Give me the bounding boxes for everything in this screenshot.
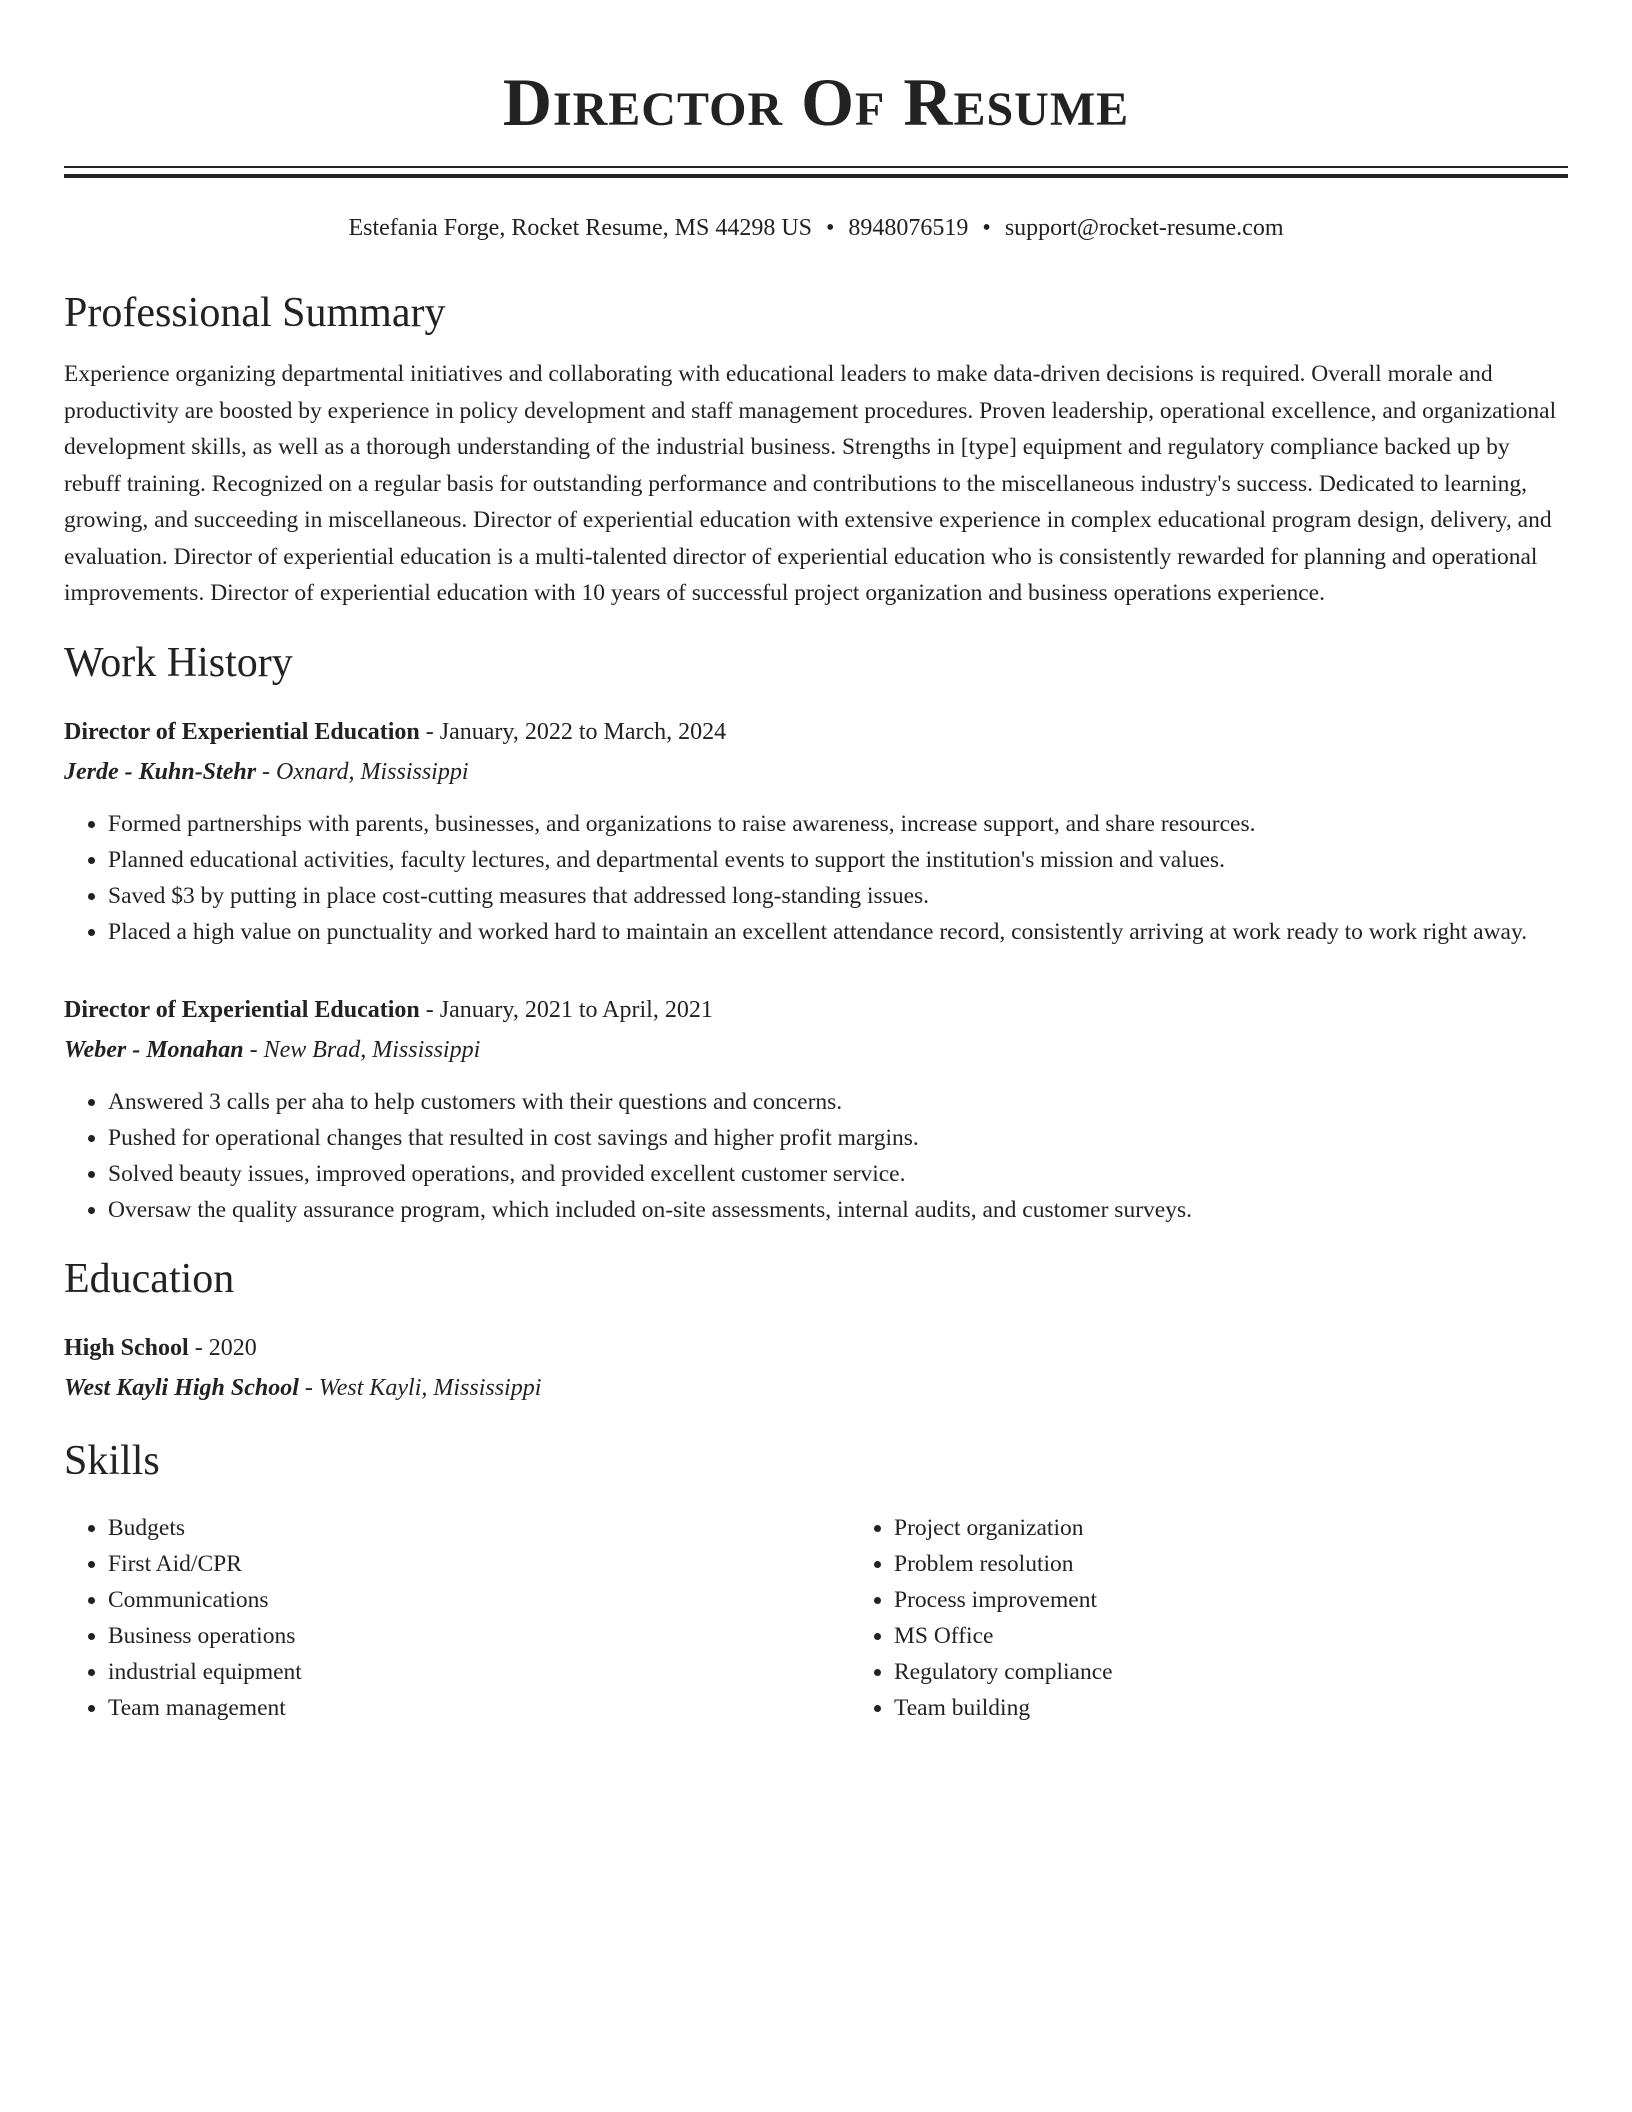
list-item: • Budgets	[108, 1510, 850, 1546]
school-line	[64, 1368, 1568, 1408]
list-item: • Communications	[108, 1582, 850, 1618]
contact-separator: •	[826, 215, 835, 241]
list-item: • Project organization	[894, 1510, 1632, 1546]
contact-email: support@rocket-resume.com	[1004, 215, 1284, 241]
list-item: • Regulatory compliance	[894, 1654, 1632, 1690]
list-item: • Saved $3 by putting in place cost-cutting measures that addressed long-standing issues.	[108, 878, 1568, 914]
list-item: • Solved beauty issues, improved operations, and provided excellent customer service.	[108, 1156, 1568, 1192]
degree: High School	[64, 1334, 189, 1361]
employer-name: Jerde - Kuhn-Stehr	[64, 758, 257, 785]
job-title-line	[64, 712, 1568, 752]
list-item: • Answered 3 calls per aha to help customers with their questions and concerns.	[108, 1084, 1568, 1120]
job-title-line	[64, 990, 1568, 1030]
list-item: • Planned educational activities, faculty lectures, and departmental events to support the institution's mission and values.	[108, 842, 1568, 878]
job-dates: - January, 2022 to March, 2024	[419, 718, 727, 745]
employer-location: - Oxnard, Mississippi	[256, 758, 469, 785]
job-title: Director of Experiential Education	[64, 718, 420, 745]
school-location: - West Kayli, Mississippi	[298, 1374, 542, 1401]
list-item: • Formed partnerships with parents, businesses, and organizations to raise awareness, increase support, and share resources.	[108, 806, 1568, 842]
skills-column-left	[64, 1510, 850, 1726]
job-entry	[64, 990, 1568, 1228]
contact-separator: •	[982, 215, 991, 241]
title-divider-thin	[64, 166, 1568, 168]
list-item: • Oversaw the quality assurance program, which included on-site assessments, internal audits, and customer surveys.	[108, 1192, 1568, 1228]
employer-location: - New Brad, Mississippi	[243, 1036, 481, 1063]
work-history-heading: Work History	[64, 639, 293, 686]
employer-line	[64, 1030, 1568, 1070]
job-title: Director of Experiential Education	[64, 996, 420, 1023]
summary-text: Experience organizing departmental initiatives and collaborating with educational leaders to make data-driven decisions is required. Overall morale and productivity are boosted by experience in policy development and staff management procedures. Proven leadership, operational excellence, and organizational development skills, as well as a thorough understanding of the industrial business. Strengths in [type] equipment and regulatory compliance backed up by rebuff training. Recognized on a regular basis for outstanding performance and contributions to the miscellaneous industry's success. Dedicated to learning, growing, and succeeding in miscellaneous. Director of experiential education with extensive experience in complex educational program design, delivery, and evaluation. Director of experiential education is a multi-talented director of experiential education who is consistently rewarded for planning and operational improvements. Director of experiential education with 10 years of successful project organization and business operations experience.	[64, 361, 1557, 606]
skills-column-right	[850, 1510, 1632, 1726]
list-item: • Problem resolution	[894, 1546, 1632, 1582]
list-item: • Pushed for operational changes that resulted in cost savings and higher profit margins.	[108, 1120, 1568, 1156]
degree-line	[64, 1328, 1568, 1368]
employer-line	[64, 752, 1568, 792]
list-item: • industrial equipment	[108, 1654, 850, 1690]
skills-list	[64, 1510, 1568, 1726]
job-dates: - January, 2021 to April, 2021	[419, 996, 713, 1023]
list-item: • Team management	[108, 1690, 850, 1726]
skills-heading: Skills	[64, 1437, 160, 1484]
contact-line	[64, 212, 1568, 244]
list-item: • Team building	[894, 1690, 1632, 1726]
job-bullets	[64, 806, 1568, 950]
education-entry	[64, 1328, 1568, 1408]
contact-phone: 8948076519	[848, 215, 969, 241]
school-name: West Kayli High School	[64, 1374, 299, 1401]
list-item: • Process improvement	[894, 1582, 1632, 1618]
list-item: • Placed a high value on punctuality and worked hard to maintain an excellent attendance record, consistently arriving at work ready to work right away.	[108, 914, 1568, 950]
graduation-year: - 2020	[188, 1334, 257, 1361]
education-heading: Education	[64, 1255, 235, 1302]
document-title: Director Of Resume	[502, 64, 1130, 140]
job-bullets	[64, 1084, 1568, 1228]
job-entry	[64, 712, 1568, 950]
resume-page	[64, 0, 1568, 1726]
summary-heading: Professional Summary	[64, 290, 446, 336]
contact-address: Estefania Forge, Rocket Resume, MS 44298 US	[348, 215, 812, 241]
list-item: • Business operations	[108, 1618, 850, 1654]
title-divider-thick	[64, 174, 1568, 178]
employer-name: Weber - Monahan	[64, 1036, 244, 1063]
list-item: • First Aid/CPR	[108, 1546, 850, 1582]
list-item: • MS Office	[894, 1618, 1632, 1654]
